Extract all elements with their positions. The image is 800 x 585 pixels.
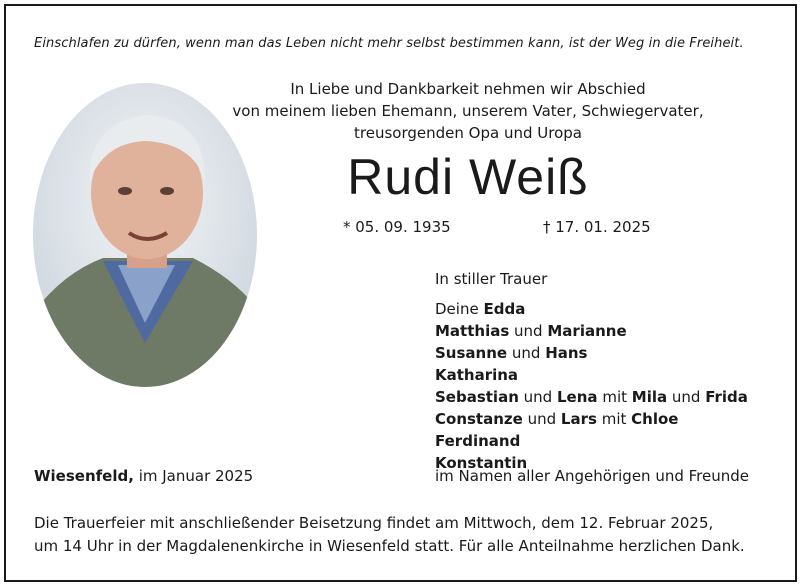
mourner-line <box>435 364 748 386</box>
deceased-name: Rudi Weiß <box>347 149 589 205</box>
mourner-text: und <box>511 344 541 362</box>
intro-text <box>228 78 708 144</box>
mourner-name: Sebastian <box>435 388 519 406</box>
mourner-name: Chloe <box>631 410 679 428</box>
mourner-line <box>435 298 748 320</box>
mourner-line <box>435 430 748 452</box>
mourner-line <box>435 320 748 342</box>
mourner-name: Ferdinand <box>435 432 521 450</box>
motto-quote: Einschlafen zu dürfen, wenn man das Leben nicht mehr selbst bestimmen kann, ist der Weg in die Freiheit. <box>34 36 744 51</box>
date-text: im Januar 2025 <box>138 467 254 485</box>
mourner-name: Constanze <box>435 410 523 428</box>
place-date <box>34 467 253 485</box>
mourner-name: Katharina <box>435 366 519 384</box>
birth-date: * 05. 09. 1935 <box>343 218 451 236</box>
mourner-name: Edda <box>483 300 526 318</box>
mourner-text: und <box>527 410 557 428</box>
mourner-text: und <box>671 388 701 406</box>
mourner-name: Matthias <box>435 322 510 340</box>
mourner-name: Mila <box>631 388 668 406</box>
mourner-text: und <box>514 322 543 340</box>
portrait-photo <box>33 83 257 387</box>
mourner-name: Lena <box>557 388 598 406</box>
intro-line: In Liebe und Dankbarkeit nehmen wir Abschied <box>290 80 646 98</box>
mourner-name: Marianne <box>547 322 627 340</box>
notice-line: um 14 Uhr in der Magdalenenkirche in Wiesenfeld statt. Für alle Anteilnahme herzlichen Dank. <box>34 537 745 555</box>
mourner-name: Susanne <box>435 344 508 362</box>
notice-line: Die Trauerfeier mit anschließender Beisetzung findet am Mittwoch, dem 12. Februar 2025, <box>34 514 714 532</box>
funeral-notice <box>34 512 745 558</box>
mourner-line <box>435 408 748 430</box>
mourner-line <box>435 386 748 408</box>
intro-line: von meinem lieben Ehemann, unserem Vater, Schwiegervater, <box>232 102 704 120</box>
mourner-text: mit <box>602 388 627 406</box>
mourner-text: mit <box>601 410 627 428</box>
mourner-text: Deine <box>435 300 479 318</box>
mourner-name: Lars <box>560 410 597 428</box>
mourner-name: Hans <box>545 344 588 362</box>
mourners-list <box>435 268 748 474</box>
closing-line: im Namen aller Angehörigen und Freunde <box>435 467 749 485</box>
place-name: Wiesenfeld, <box>34 467 134 485</box>
mourner-line <box>435 342 748 364</box>
intro-line: treusorgenden Opa und Uropa <box>354 124 582 142</box>
mourner-text: und <box>523 388 553 406</box>
mourner-name: Konstantin <box>435 454 528 472</box>
mourner-name: Frida <box>705 388 748 406</box>
death-date: † 17. 01. 2025 <box>543 218 651 236</box>
mourning-intro: In stiller Trauer <box>435 270 548 288</box>
